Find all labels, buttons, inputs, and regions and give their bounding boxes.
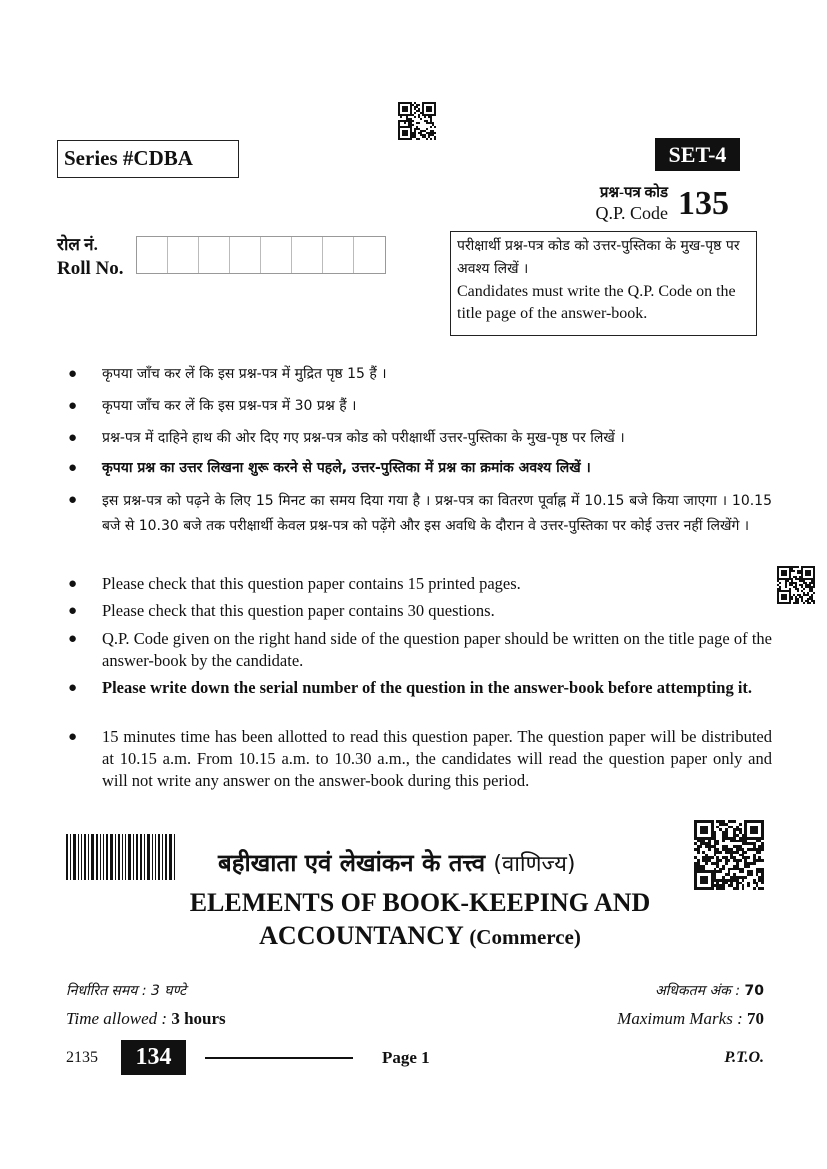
time-label-hi: निर्धारित समय: [66, 983, 138, 999]
instruction-text: इस प्रश्न-पत्र को पढ़ने के लिए 15 मिनट का समय दिया गया है । प्रश्न-पत्र का वितरण पूर्वाह्न में 10.15 बजे किया जाएगा । 10.15 बजे से 10.30 बजे तक परीक्षार्थी केवल प्रश्न-पत्र को पढ़ेंगे और इस अवधि के दौरान वे उत्तर-पुस्तिका पर कोई उत्तर नहीं लिखेंगे ।: [102, 493, 772, 534]
pto-label: P.T.O.: [724, 1049, 764, 1066]
list-item: [68, 363, 772, 385]
roll-digit-box[interactable]: [199, 237, 230, 273]
list-item: [68, 600, 772, 622]
qp-code-value: 135: [678, 185, 729, 222]
instruction-text: Please check that this question paper contains 30 questions.: [102, 601, 495, 620]
bullet-icon: ●: [68, 492, 78, 508]
side-qr-code-icon: [777, 566, 815, 604]
subject-qr-code-icon: [694, 820, 764, 890]
instruction-text: प्रश्न-पत्र में दाहिने हाथ की ओर दिए गए प्रश्न-पत्र कोड को परीक्षार्थी उत्तर-पुस्तिका के मुख-पृष्ठ पर लिखें ।: [102, 430, 625, 446]
instruction-text: 15 minutes time has been allotted to read this question paper. The question paper will be distributed at 10.15 a.m. From 10.15 a.m. to 10.30 a.m., the candidates will read the question paper only and will not write any answer on the answer-book during this period.: [102, 727, 772, 790]
time-allowed: [66, 977, 226, 1033]
time-allowed-en: Time allowed : 3 hours: [66, 1009, 226, 1028]
time-label-en: Time allowed: [66, 1009, 158, 1028]
roll-digit-box[interactable]: [323, 237, 354, 273]
top-qr-code-icon: [398, 102, 436, 140]
roll-number-label: [57, 233, 124, 281]
time-value-en: 3 hours: [171, 1009, 226, 1028]
bullet-icon: ●: [68, 430, 78, 446]
subject-en-line2-text: ACCOUNTANCY: [259, 921, 463, 950]
roll-number-field[interactable]: [136, 236, 386, 274]
instruction-text: Please write down the serial number of the question in the answer-book before attempting it.: [102, 678, 753, 697]
subject-title-english-line1: ELEMENTS OF BOOK-KEEPING AND: [189, 888, 651, 917]
barcode-icon: [66, 834, 186, 880]
maximum-marks: [617, 977, 764, 1033]
marks-label-hi: अधिकतम अंक: [654, 983, 731, 999]
set-badge: SET-4: [655, 138, 740, 171]
bullet-icon: ●: [68, 398, 78, 414]
bullet-icon: ●: [68, 680, 78, 696]
bullet-icon: ●: [68, 603, 78, 619]
instruction-text: कृपया जाँच कर लें कि इस प्रश्न-पत्र में मुद्रित पृष्ठ 15 हैं ।: [102, 366, 387, 382]
list-item: [68, 395, 772, 417]
series-label: Series #CDBA: [57, 140, 239, 178]
list-item: [68, 427, 772, 449]
subject-title-hindi: [218, 847, 575, 881]
marks-value-hi: 70: [744, 983, 764, 999]
subject-hi-paren: (वाणिज्य): [493, 852, 576, 877]
roll-digit-box[interactable]: [230, 237, 261, 273]
note-hi: परीक्षार्थी प्रश्न-पत्र कोड को उत्तर-पुस्तिका के मुख-पृष्ठ पर अवश्य लिखें ।: [457, 238, 740, 277]
roll-label-hi: रोल नं.: [57, 235, 98, 254]
bullet-icon: ●: [68, 576, 78, 592]
roll-label-en: Roll No.: [57, 258, 124, 279]
instruction-text: Please check that this question paper contains 15 printed pages.: [102, 574, 521, 593]
roll-digit-box[interactable]: [354, 237, 385, 273]
subject-hi-text: बहीखाता एवं लेखांकन के तत्त्व: [218, 849, 486, 877]
list-item: [68, 457, 772, 479]
list-item: [68, 573, 772, 595]
marks-value-en: 70: [747, 1009, 764, 1028]
max-marks-hi: अधिकतम अंक : 70: [654, 983, 764, 999]
note-en: Candidates must write the Q.P. Code on the title page of the answer-book.: [457, 283, 736, 322]
instruction-text: कृपया जाँच कर लें कि इस प्रश्न-पत्र में 30 प्रश्न हैं ।: [102, 398, 357, 414]
list-item: [68, 677, 772, 699]
roll-digit-box[interactable]: [261, 237, 292, 273]
max-marks-en: Maximum Marks : 70: [617, 1009, 764, 1028]
bullet-icon: ●: [68, 729, 78, 745]
qp-code-label: [560, 184, 668, 224]
list-item: [68, 489, 772, 539]
roll-digit-box[interactable]: [168, 237, 199, 273]
footer-divider: [205, 1057, 353, 1059]
instruction-text: कृपया प्रश्न का उत्तर लिखना शुरू करने से पहले, उत्तर-पुस्तिका में प्रश्न का क्रमांक अवश्य लिखें ।: [102, 460, 591, 476]
subject-title-english-line2: [100, 920, 740, 953]
footer-number-badge: 134: [121, 1040, 186, 1075]
marks-label-en: Maximum Marks: [617, 1009, 733, 1028]
footer-code: 2135: [66, 1049, 98, 1066]
subject-en-paren: (Commerce): [469, 925, 581, 949]
instruction-text: Q.P. Code given on the right hand side of the question paper should be written on the title page of the answer-book by the candidate.: [102, 629, 772, 670]
list-item: [68, 726, 772, 792]
qp-code-label-en: Q.P. Code: [595, 203, 668, 223]
roll-digit-box[interactable]: [137, 237, 168, 273]
time-allowed-hi: निर्धारित समय : 3 घण्टे: [66, 983, 187, 999]
roll-digit-box[interactable]: [292, 237, 323, 273]
bullet-icon: ●: [68, 631, 78, 647]
qp-code-label-hi: प्रश्न-पत्र कोड: [599, 185, 668, 201]
qp-code-note: [450, 231, 757, 336]
bullet-icon: ●: [68, 366, 78, 382]
time-value-hi: 3 घण्टे: [151, 983, 187, 999]
page-number: Page 1: [382, 1048, 430, 1067]
list-item: [68, 628, 772, 672]
bullet-icon: ●: [68, 460, 78, 476]
